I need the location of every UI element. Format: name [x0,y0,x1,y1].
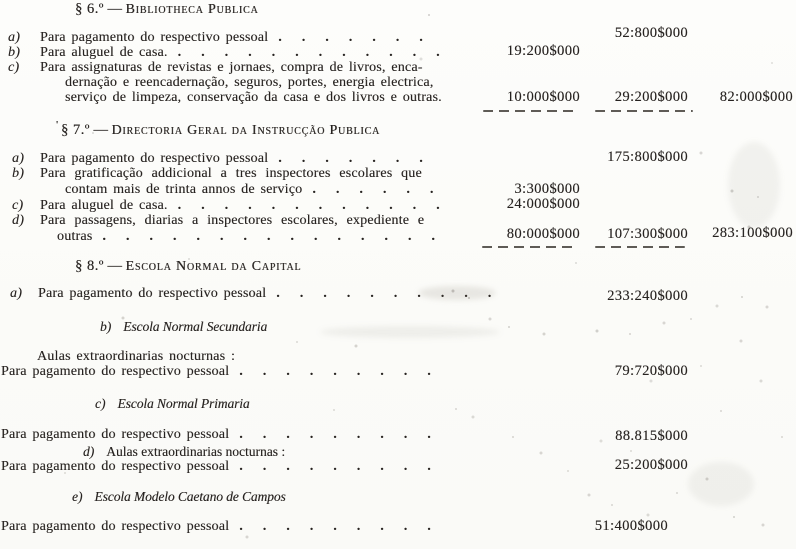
subsection-c-heading [95,396,250,412]
budget-line-7b-2 [0,183,796,197]
item-text: Para pagamento do respectivo pessoal [1,364,230,379]
leader-dots: ......... [239,459,451,474]
section-8-number: § 8.º [75,258,104,274]
item-text: Para pagamento do respectivo pessoal [1,427,230,442]
note-text: Aulas extraordinarias nocturnas : [37,349,236,364]
budget-line-8e [0,520,796,534]
leader-dots: ...... [312,182,454,197]
scan-tick-mark: ' [56,119,58,131]
budget-line-6c-1 [0,61,796,75]
dashed-total-rule [595,110,693,112]
section-6-title: Bibliotheca Publica [125,2,259,17]
amount-col1: 24:000$000 [506,196,580,212]
leader-dots: ............ [177,198,460,213]
item-text: Para gratificação addicional a tres inspectores escolares que [40,166,422,181]
subsection-title: Escola Modelo Caetano de Campos [94,489,286,504]
amount-col2: 25:200$000 [614,457,688,473]
amount-col2: 107:300$000 [607,226,688,242]
item-letter: b) [8,45,21,60]
note-line [0,350,796,364]
leader-dots: ............... [102,229,455,244]
section-6-number: § 6.º [75,1,104,17]
subsection-letter: b) [100,319,112,334]
dashed-total-rule [483,110,578,112]
scan-smudge [320,326,500,338]
amount-col2: 79:720$000 [614,363,688,379]
item-letter: c) [8,60,20,75]
scan-noise [0,0,2,2]
amount-col1: 80:000$000 [506,226,580,242]
subsection-title: Escola Normal Secundaria [123,319,268,334]
section-6-heading [75,1,259,18]
amount-col1: 10:000$000 [506,89,580,105]
budget-line-7c [0,199,796,213]
section-7-number: § 7.º [60,122,90,138]
leader-dots: .......... [276,286,512,301]
section-7-heading [56,119,380,139]
item-text: Para passagens, diarias a inspectores escolares, expediente e [40,213,425,228]
subsection-e-heading [72,489,286,505]
leader-dots: ....... [278,30,443,45]
item-letter: a) [8,30,21,45]
dashed-total-rule [595,246,685,248]
item-text: serviço de limpeza, conservação da casa e dos livros e outras. [65,90,442,105]
item-text: Para pagamento do respectivo pessoal [1,519,230,534]
amount-col1: 3:300$000 [514,181,580,197]
subsection-b-heading [100,319,267,335]
amount-col2: 175:800$000 [607,149,688,165]
amount-col2: 29:200$000 [614,89,688,105]
item-text: outras [57,229,93,244]
amount-col3: 82:000$000 [719,89,793,105]
item-text: dernação e reencadernação, seguros, portes, energia electrica, [65,75,434,90]
heading-dash: — [107,258,122,274]
scan-smudge [688,462,754,506]
item-text: Para pagamento do respectivo pessoal [38,286,267,301]
item-text: Para pagamento do respectivo pessoal [40,151,269,166]
subsection-letter: e) [72,489,83,504]
amount-col2: 88.815$000 [615,428,688,444]
amount-col2: 52:800$000 [614,25,688,41]
item-text: Para assignaturas de revistas e jornaes, compra de livros, enca- [40,60,423,75]
item-letter: a) [12,151,25,166]
subsection-d-heading [83,444,285,460]
item-text: Para pagamento do respectivo pessoal [1,459,230,474]
section-7-title: Directoria Geral da Instrucção Publica [111,123,381,138]
item-letter: d) [12,213,25,228]
budget-line-6c-2 [0,76,796,90]
budget-line-7b-1 [0,167,796,181]
amount-col2: 233:240$000 [607,288,688,304]
leader-dots: ......... [239,519,451,534]
heading-dash: — [107,1,122,17]
heading-dash: — [93,122,108,138]
section-8-heading [75,258,301,275]
item-letter: b) [12,166,25,181]
item-text: Para pagamento do respectivo pessoal [40,30,269,45]
scan-smudge [728,142,780,228]
subsection-title: Aulas extraordinarias nocturnas : [106,444,286,459]
amount-col1: 19:200$000 [506,43,580,59]
subsection-letter: d) [83,444,95,459]
leader-dots: ......... [239,427,451,442]
subsection-title: Escola Normal Primaria [117,396,250,411]
item-letter: a) [10,286,23,301]
item-text: Para aluguel de casa. [40,198,168,213]
leader-dots: ....... [278,151,443,166]
item-text: Para aluguel de casa. [40,45,168,60]
amount-col3: 283:100$000 [712,225,793,241]
scan-smudge [418,286,496,300]
section-8-title: Escola Normal da Capital [125,259,302,274]
item-letter: c) [12,198,24,213]
subsection-letter: c) [95,396,106,411]
leader-dots: ......... [239,364,451,379]
budget-line-6b [0,46,796,60]
dashed-total-rule [482,246,577,248]
leader-dots: ............ [177,45,460,60]
amount-col2: 51:400$000 [594,518,668,534]
item-text: contam mais de trinta annos de serviço [65,182,303,197]
